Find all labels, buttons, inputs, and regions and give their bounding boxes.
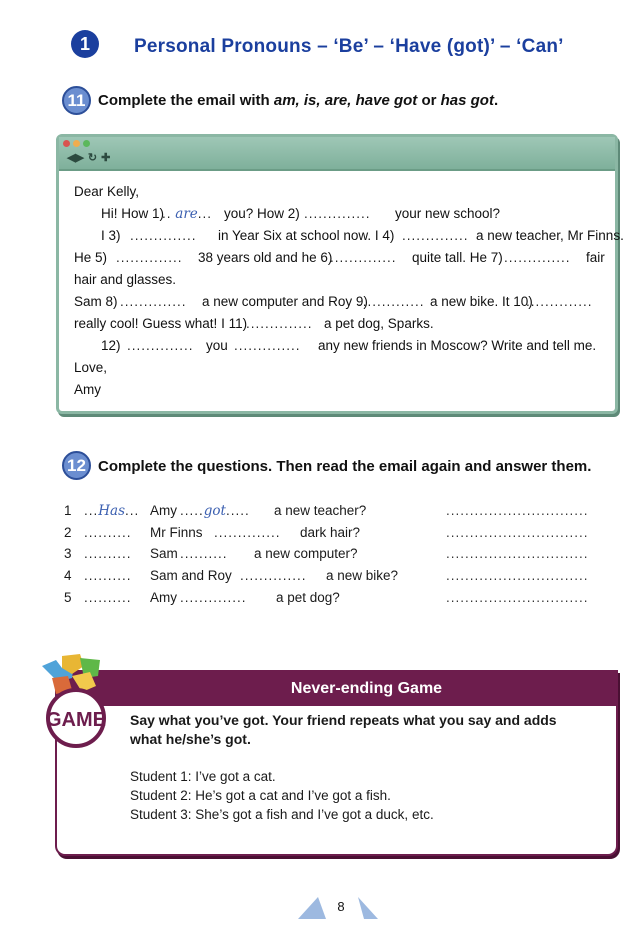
question-row [64, 568, 614, 588]
gap-8: .............. [120, 294, 187, 309]
close-dot-icon [63, 140, 70, 147]
email-text: Hi! How 1) [101, 206, 165, 221]
gap-4: .............. [402, 228, 469, 243]
email-text: a new teacher, Mr Finns. [476, 228, 624, 243]
gap-2: .............. [304, 206, 371, 221]
gap-11: .............. [246, 316, 313, 331]
question-rest: a new teacher? [274, 503, 367, 518]
email-window [56, 134, 624, 414]
exercise-12-title: Complete the questions. Then read the email again and answer them. [98, 458, 592, 475]
question-gap-b: .......... [180, 546, 228, 561]
email-text: really cool! Guess what! I 11) [74, 316, 248, 331]
email-closing: Love, [74, 360, 108, 375]
student-2-line: Student 2: He’s got a cat and I’ve got a fish. [130, 788, 391, 803]
answer-line: .............................. [446, 568, 589, 583]
email-text: 12) [101, 338, 121, 353]
email-text: I 3) [101, 228, 121, 243]
email-text: your new school? [395, 206, 501, 221]
unit-number-badge: 1 [71, 30, 99, 58]
question-number: 4 [64, 568, 72, 583]
student-3-line: Student 3: She’s got a fish and I’ve got a duck, etc. [130, 807, 434, 822]
question-row [64, 503, 614, 523]
gap-10: .............. [526, 294, 593, 309]
email-text: a new computer and Roy 9) [202, 294, 368, 309]
game-instruction: Say what you’ve got. Your friend repeats what you say and adds what he/she’s got. [130, 712, 557, 747]
add-icon: ✚ [101, 152, 111, 164]
exercise-12-number: 12 [62, 451, 91, 480]
question-gap-a: .......... [84, 546, 132, 561]
minimize-dot-icon [73, 140, 80, 147]
question-gap-a: .......... [84, 525, 132, 540]
question-gap-b: .............. [180, 590, 247, 605]
email-body [74, 181, 624, 401]
email-text: He 5) [74, 250, 108, 265]
question-gap-b: .............. [214, 525, 281, 540]
gap-6: .............. [330, 250, 397, 265]
question-rest: a new bike? [326, 568, 399, 583]
question-subject: Amy [150, 503, 177, 518]
gap-7: .............. [504, 250, 571, 265]
email-text: quite tall. He 7) [412, 250, 503, 265]
email-greeting: Dear Kelly, [74, 184, 140, 199]
question-number: 5 [64, 590, 72, 605]
email-text: 38 years old and he 6) [198, 250, 333, 265]
gap-12b: .............. [234, 338, 301, 353]
gap-5: .............. [116, 250, 183, 265]
back-forward-icon: ◀▶ [67, 152, 84, 164]
email-text: a new bike. It 10) [430, 294, 533, 309]
question-gap-b: .....got..... [180, 503, 250, 519]
question-rest: a new computer? [254, 546, 358, 561]
answer-line: .............................. [446, 590, 589, 605]
answer-line: .............................. [446, 503, 589, 518]
question-subject: Mr Finns [150, 525, 203, 540]
question-number: 2 [64, 525, 72, 540]
gap-1: .. are... [162, 206, 213, 222]
question-gap-a: .......... [84, 568, 132, 583]
question-gap-a: ...Has... [84, 503, 140, 519]
game-box [55, 670, 618, 856]
maximize-dot-icon [83, 140, 90, 147]
game-title: Never-ending Game [57, 672, 616, 706]
browser-nav [67, 151, 110, 164]
email-text: hair and glasses. [74, 272, 177, 287]
game-examples [130, 767, 434, 824]
email-text: you? How 2) [224, 206, 300, 221]
email-text: a pet dog, Sparks. [324, 316, 434, 331]
gap-9: .............. [358, 294, 425, 309]
question-subject: Sam [150, 546, 178, 561]
page-number: 8 [337, 899, 345, 914]
question-subject: Sam and Roy [150, 568, 232, 583]
question-row [64, 546, 614, 566]
email-text: you [206, 338, 228, 353]
question-subject: Amy [150, 590, 177, 605]
page-number-graphic [298, 893, 378, 919]
question-gap-a: .......... [84, 590, 132, 605]
question-rest: dark hair? [300, 525, 361, 540]
exercise-11-number: 11 [62, 86, 91, 115]
email-signature: Amy [74, 382, 101, 397]
question-number: 3 [64, 546, 72, 561]
question-row [64, 525, 614, 545]
question-rest: a pet dog? [276, 590, 340, 605]
email-text: any new friends in Moscow? Write and tell me. [318, 338, 597, 353]
gap-12a: .............. [127, 338, 194, 353]
game-logo-icon [32, 648, 128, 748]
refresh-icon: ↻ [87, 152, 98, 164]
exercise-11-title: Complete the email with am, is, are, have got or has got. [98, 92, 499, 109]
email-text: fair [586, 250, 605, 265]
window-controls [63, 140, 90, 147]
unit-title: Personal Pronouns – ‘Be’ – ‘Have (got)’ – ‘Can’ [134, 36, 564, 57]
answer-line: .............................. [446, 546, 589, 561]
answer-line: .............................. [446, 525, 589, 540]
question-row [64, 590, 614, 610]
gap-3: .............. [130, 228, 197, 243]
student-1-line: Student 1: I’ve got a cat. [130, 769, 276, 784]
question-number: 1 [64, 503, 72, 518]
email-text: Sam 8) [74, 294, 118, 309]
game-logo-text: GAME [46, 709, 106, 731]
email-text: in Year Six at school now. I 4) [218, 228, 395, 243]
email-toolbar [59, 137, 615, 171]
question-gap-b: .............. [240, 568, 307, 583]
